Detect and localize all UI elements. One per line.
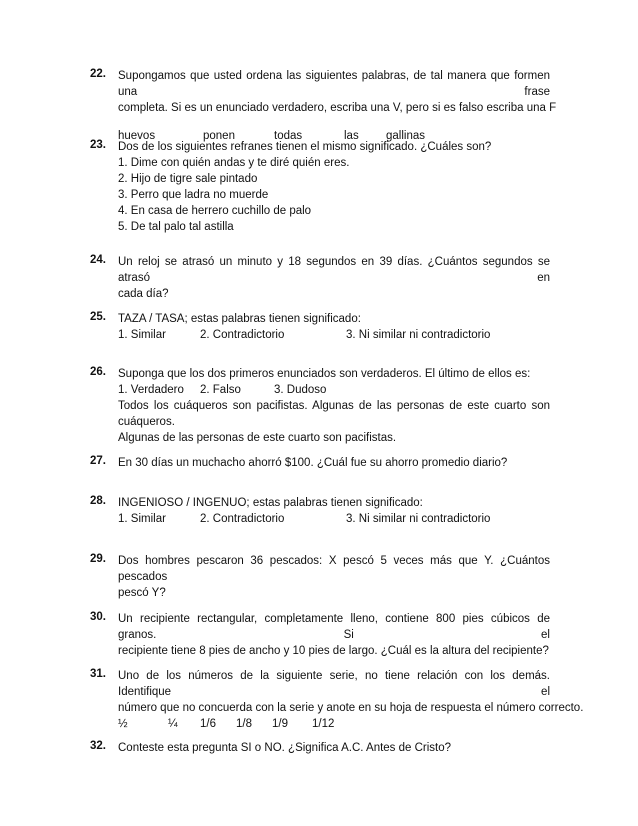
options-row	[118, 511, 550, 527]
option-item: 2. Falso	[200, 384, 241, 396]
word-item: huevos	[118, 130, 156, 142]
question-text-line: recipiente tiene 8 pies de ancho y 10 pies de largo. ¿Cuál es la altura del recipiente?	[118, 645, 549, 657]
question-text-line: Un recipiente rectangular, completamente lleno, contiene 800 pies cúbicos de granos. Si el	[118, 613, 550, 641]
series-item: 1/6	[200, 718, 216, 730]
question-text-line: completa. Si es un enunciado verdadero, escriba una V, pero si es falso escriba una F	[118, 102, 557, 114]
question-text-line: Suponga que los dos primeros enunciados son verdaderos. El último de ellos es:	[118, 368, 531, 380]
question-text-line: Conteste esta pregunta SI o NO. ¿Significa A.C. Antes de Cristo?	[118, 742, 452, 754]
refran-item: 2. Hijo de tigre sale pintado	[118, 173, 258, 185]
question-text-line: TAZA / TASA; estas palabras tienen significado:	[118, 313, 361, 325]
number-series	[118, 716, 550, 732]
question-body	[118, 455, 550, 471]
question-body	[118, 495, 550, 527]
option-item: 3. Ni similar ni contradictorio	[346, 329, 491, 341]
question-body	[118, 668, 584, 732]
question-text-line: INGENIOSO / INGENUO; estas palabras tienen significado:	[118, 497, 423, 509]
option-item: 3. Ni similar ni contradictorio	[346, 513, 491, 525]
question-number: 31.	[90, 668, 106, 680]
series-item: 1/9	[272, 718, 288, 730]
question-body	[118, 611, 550, 659]
question-number: 30.	[90, 611, 106, 623]
question-number: 22.	[90, 68, 106, 80]
series-item: 1/8	[236, 718, 252, 730]
refran-item: 5. De tal palo tal astilla	[118, 221, 234, 233]
option-item: 2. Contradictorio	[200, 513, 285, 525]
question-body	[118, 553, 550, 601]
premise-line: Algunas de las personas de este cuarto son pacifistas.	[118, 432, 397, 444]
question-text-line: cada día?	[118, 288, 169, 300]
question-text-line: Uno de los números de la siguiente serie, no tiene relación con los demás. Identifique el	[118, 670, 550, 698]
series-item: ¼	[168, 718, 178, 730]
series-item: 1/12	[312, 718, 335, 730]
question-text-line: número que no concuerda con la serie y anote en su hoja de respuesta el número correcto.	[118, 702, 584, 714]
question-text-line: En 30 días un muchacho ahorró $100. ¿Cuál fue su ahorro promedio diario?	[118, 457, 508, 469]
question-body	[118, 311, 550, 343]
question-body	[118, 139, 550, 235]
refran-item: 4. En casa de herrero cuchillo de palo	[118, 205, 312, 217]
word-item: gallinas	[386, 130, 425, 142]
question-body	[118, 366, 550, 446]
series-item: ½	[118, 718, 128, 730]
question-text-line: Un reloj se atrasó un minuto y 18 segundos en 39 días. ¿Cuántos segundos se atrasó en	[118, 256, 550, 284]
question-number: 28.	[90, 495, 106, 507]
refran-item: 1. Dime con quién andas y te diré quién eres.	[118, 157, 350, 169]
option-item: 1. Verdadero	[118, 384, 184, 396]
question-number: 25.	[90, 311, 106, 323]
question-number: 29.	[90, 553, 106, 565]
options-row	[118, 382, 550, 398]
question-number: 23.	[90, 139, 106, 151]
word-item: ponen	[203, 130, 235, 142]
word-item: todas	[274, 130, 303, 142]
question-text-line: Supongamos que usted ordena las siguientes palabras, de tal manera que formen una frase	[118, 70, 550, 98]
question-text-line: Dos de los siguientes refranes tienen el mismo significado. ¿Cuáles son?	[118, 141, 492, 153]
question-number: 32.	[90, 740, 106, 752]
question-number: 27.	[90, 455, 106, 467]
option-item: 1. Similar	[118, 329, 166, 341]
question-body	[118, 740, 550, 756]
question-number: 24.	[90, 254, 106, 266]
question-body	[118, 68, 557, 144]
refran-item: 3. Perro que ladra no muerde	[118, 189, 269, 201]
option-item: 1. Similar	[118, 513, 166, 525]
options-row	[118, 327, 550, 343]
question-number: 26.	[90, 366, 106, 378]
question-text-line: pescó Y?	[118, 587, 166, 599]
question-text-line: Dos hombres pescaron 36 pescados: X pescó 5 veces más que Y. ¿Cuántos pescados	[118, 555, 550, 583]
word-item: las	[344, 130, 359, 142]
option-item: 2. Contradictorio	[200, 329, 285, 341]
premise-line: Todos los cuáqueros son pacifistas. Algunas de las personas de este cuarto son cuáqueros.	[118, 400, 550, 428]
question-body	[118, 254, 550, 302]
option-item: 3. Dudoso	[274, 384, 327, 396]
